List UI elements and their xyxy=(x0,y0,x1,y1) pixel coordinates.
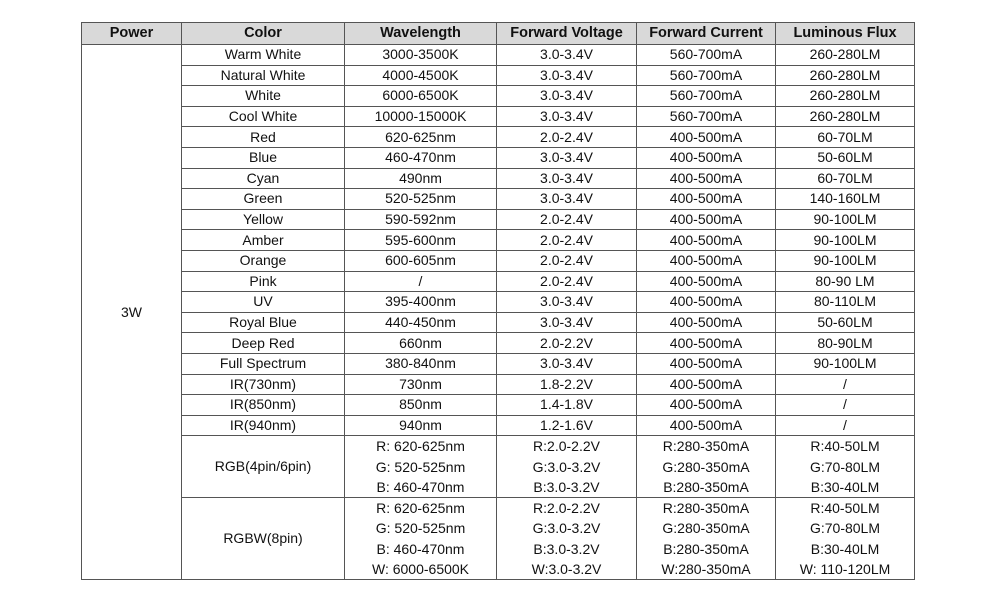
flux-line: G:70-80LM xyxy=(809,520,881,537)
current-line: R:280-350mA xyxy=(662,438,750,455)
voltage-cell: 3.0-3.4V xyxy=(497,65,637,86)
flux-cell: 260-280LM xyxy=(776,106,915,127)
header-power: Power xyxy=(82,23,182,45)
wavelength-cell: 590-592nm xyxy=(345,209,497,230)
voltage-cell xyxy=(497,436,637,498)
color-cell: IR(730nm) xyxy=(182,374,345,395)
voltage-cell: 2.0-2.4V xyxy=(497,127,637,148)
flux-line: B:30-40LM xyxy=(810,540,880,557)
color-cell: Red xyxy=(182,127,345,148)
current-cell: 400-500mA xyxy=(637,353,776,374)
voltage-cell: 3.0-3.4V xyxy=(497,353,637,374)
table-header xyxy=(82,23,915,45)
table-row xyxy=(82,209,915,230)
voltage-cell: 3.0-3.4V xyxy=(497,312,637,333)
table-row xyxy=(82,147,915,168)
color-cell: White xyxy=(182,86,345,107)
current-cell: 400-500mA xyxy=(637,189,776,210)
current-cell: 400-500mA xyxy=(637,312,776,333)
color-cell: RGB(4pin/6pin) xyxy=(182,436,345,498)
color-cell: IR(850nm) xyxy=(182,395,345,416)
flux-line: B:30-40LM xyxy=(810,478,880,495)
current-cell: 400-500mA xyxy=(637,292,776,313)
header-color: Color xyxy=(182,23,345,45)
flux-cell: 260-280LM xyxy=(776,65,915,86)
color-cell: UV xyxy=(182,292,345,313)
current-line: B:280-350mA xyxy=(663,478,749,495)
wavelength-cell: 940nm xyxy=(345,415,497,436)
color-cell: Warm White xyxy=(182,45,345,66)
flux-cell: 80-90LM xyxy=(776,333,915,354)
color-cell: Cyan xyxy=(182,168,345,189)
power-cell: 3W xyxy=(82,45,182,580)
table-row xyxy=(82,250,915,271)
flux-cell xyxy=(776,436,915,498)
wavelength-cell xyxy=(345,436,497,498)
wavelength-cell: 620-625nm xyxy=(345,127,497,148)
header-luminous-flux: Luminous Flux xyxy=(776,23,915,45)
current-cell: 560-700mA xyxy=(637,86,776,107)
flux-line: R:40-50LM xyxy=(810,438,880,455)
wavelength-line: R: 620-625nm xyxy=(376,500,465,517)
current-cell: 400-500mA xyxy=(637,147,776,168)
voltage-line: B:3.0-3.2V xyxy=(533,540,600,557)
color-cell: Pink xyxy=(182,271,345,292)
flux-cell: 90-100LM xyxy=(776,353,915,374)
wavelength-cell: 395-400nm xyxy=(345,292,497,313)
table-row xyxy=(82,333,915,354)
table-row xyxy=(82,168,915,189)
wavelength-cell: 730nm xyxy=(345,374,497,395)
wavelength-cell: 660nm xyxy=(345,333,497,354)
table-row-multi xyxy=(82,436,915,498)
wavelength-cell: / xyxy=(345,271,497,292)
table-row xyxy=(82,86,915,107)
table-row xyxy=(82,374,915,395)
table-row xyxy=(82,353,915,374)
voltage-cell: 2.0-2.4V xyxy=(497,271,637,292)
wavelength-cell: 440-450nm xyxy=(345,312,497,333)
table-row xyxy=(82,230,915,251)
header-row xyxy=(82,23,915,45)
current-cell: 400-500mA xyxy=(637,271,776,292)
flux-cell: 60-70LM xyxy=(776,127,915,148)
current-cell: 400-500mA xyxy=(637,374,776,395)
voltage-line: G:3.0-3.2V xyxy=(532,458,601,475)
voltage-line: W:3.0-3.2V xyxy=(531,561,602,578)
current-cell: 560-700mA xyxy=(637,106,776,127)
color-cell: Full Spectrum xyxy=(182,353,345,374)
flux-cell: 90-100LM xyxy=(776,250,915,271)
flux-line: R:40-50LM xyxy=(810,500,880,517)
table-row xyxy=(82,271,915,292)
current-cell: 560-700mA xyxy=(637,45,776,66)
current-line: R:280-350mA xyxy=(662,500,750,517)
voltage-line: R:2.0-2.2V xyxy=(533,438,600,455)
flux-line: G:70-80LM xyxy=(809,458,881,475)
table-row xyxy=(82,106,915,127)
color-cell: Deep Red xyxy=(182,333,345,354)
voltage-cell: 2.0-2.4V xyxy=(497,230,637,251)
table-row-multi xyxy=(82,498,915,580)
color-cell: Green xyxy=(182,189,345,210)
voltage-cell: 3.0-3.4V xyxy=(497,292,637,313)
color-cell: Yellow xyxy=(182,209,345,230)
wavelength-cell: 850nm xyxy=(345,395,497,416)
color-cell: Cool White xyxy=(182,106,345,127)
color-cell: Royal Blue xyxy=(182,312,345,333)
voltage-cell: 2.0-2.4V xyxy=(497,250,637,271)
wavelength-cell: 490nm xyxy=(345,168,497,189)
flux-cell: 80-90 LM xyxy=(776,271,915,292)
current-cell xyxy=(637,498,776,580)
header-wavelength: Wavelength xyxy=(345,23,497,45)
table-row xyxy=(82,312,915,333)
color-cell: IR(940nm) xyxy=(182,415,345,436)
voltage-cell: 3.0-3.4V xyxy=(497,147,637,168)
table-row xyxy=(82,292,915,313)
current-cell: 560-700mA xyxy=(637,65,776,86)
current-cell: 400-500mA xyxy=(637,209,776,230)
color-cell: Orange xyxy=(182,250,345,271)
voltage-cell: 3.0-3.4V xyxy=(497,168,637,189)
flux-cell: / xyxy=(776,374,915,395)
current-cell: 400-500mA xyxy=(637,230,776,251)
voltage-cell: 3.0-3.4V xyxy=(497,189,637,210)
wavelength-cell: 600-605nm xyxy=(345,250,497,271)
wavelength-cell: 4000-4500K xyxy=(345,65,497,86)
wavelength-line: B: 460-470nm xyxy=(376,478,465,495)
current-line: B:280-350mA xyxy=(663,540,749,557)
flux-cell: 260-280LM xyxy=(776,45,915,66)
wavelength-line: G: 520-525nm xyxy=(375,520,466,537)
voltage-line: B:3.0-3.2V xyxy=(533,478,600,495)
wavelength-line: R: 620-625nm xyxy=(376,438,465,455)
table-body xyxy=(82,45,915,580)
current-cell: 400-500mA xyxy=(637,395,776,416)
wavelength-line: G: 520-525nm xyxy=(375,458,466,475)
wavelength-line: W: 6000-6500K xyxy=(371,561,470,578)
voltage-cell xyxy=(497,498,637,580)
color-cell: RGBW(8pin) xyxy=(182,498,345,580)
table-row xyxy=(82,45,915,66)
current-cell: 400-500mA xyxy=(637,250,776,271)
flux-cell: 90-100LM xyxy=(776,230,915,251)
wavelength-line: B: 460-470nm xyxy=(376,540,465,557)
header-forward-voltage: Forward Voltage xyxy=(497,23,637,45)
wavelength-cell: 380-840nm xyxy=(345,353,497,374)
wavelength-cell xyxy=(345,498,497,580)
voltage-cell: 2.0-2.2V xyxy=(497,333,637,354)
wavelength-cell: 10000-15000K xyxy=(345,106,497,127)
current-cell: 400-500mA xyxy=(637,415,776,436)
color-cell: Amber xyxy=(182,230,345,251)
wavelength-cell: 595-600nm xyxy=(345,230,497,251)
flux-cell: 50-60LM xyxy=(776,147,915,168)
current-cell: 400-500mA xyxy=(637,127,776,148)
led-spec-table xyxy=(81,22,915,580)
current-cell: 400-500mA xyxy=(637,333,776,354)
voltage-cell: 3.0-3.4V xyxy=(497,45,637,66)
flux-cell: 60-70LM xyxy=(776,168,915,189)
current-line: G:280-350mA xyxy=(662,458,750,475)
header-forward-current: Forward Current xyxy=(637,23,776,45)
color-cell: Blue xyxy=(182,147,345,168)
current-cell xyxy=(637,436,776,498)
flux-cell xyxy=(776,498,915,580)
voltage-cell: 3.0-3.4V xyxy=(497,106,637,127)
wavelength-cell: 6000-6500K xyxy=(345,86,497,107)
voltage-line: G:3.0-3.2V xyxy=(532,520,601,537)
voltage-cell: 3.0-3.4V xyxy=(497,86,637,107)
table-row xyxy=(82,65,915,86)
flux-cell: 80-110LM xyxy=(776,292,915,313)
voltage-cell: 1.2-1.6V xyxy=(497,415,637,436)
table-row xyxy=(82,189,915,210)
flux-line: W: 110-120LM xyxy=(799,561,891,578)
color-cell: Natural White xyxy=(182,65,345,86)
voltage-line: R:2.0-2.2V xyxy=(533,500,600,517)
table-row xyxy=(82,415,915,436)
current-line: W:280-350mA xyxy=(661,561,751,578)
flux-cell: 140-160LM xyxy=(776,189,915,210)
wavelength-cell: 520-525nm xyxy=(345,189,497,210)
table-row xyxy=(82,395,915,416)
voltage-cell: 1.4-1.8V xyxy=(497,395,637,416)
flux-cell: / xyxy=(776,395,915,416)
flux-cell: 50-60LM xyxy=(776,312,915,333)
flux-cell: / xyxy=(776,415,915,436)
flux-cell: 90-100LM xyxy=(776,209,915,230)
voltage-cell: 2.0-2.4V xyxy=(497,209,637,230)
table-row xyxy=(82,127,915,148)
voltage-cell: 1.8-2.2V xyxy=(497,374,637,395)
wavelength-cell: 460-470nm xyxy=(345,147,497,168)
current-cell: 400-500mA xyxy=(637,168,776,189)
wavelength-cell: 3000-3500K xyxy=(345,45,497,66)
flux-cell: 260-280LM xyxy=(776,86,915,107)
current-line: G:280-350mA xyxy=(662,520,750,537)
